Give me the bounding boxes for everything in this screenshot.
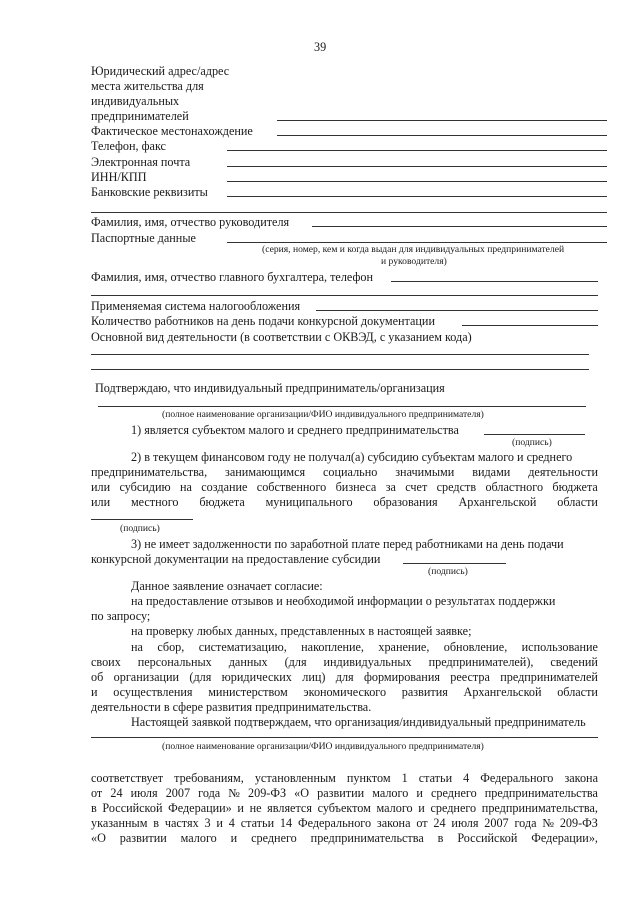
final-name-line[interactable] [91,737,598,738]
word: пунктом [346,771,391,785]
word: (для [284,655,307,669]
word: малого [372,786,409,800]
word: июля [451,816,479,830]
word: Архангельской [463,685,542,699]
word: лиц) [302,670,326,684]
actual-location-label: Фактическое местонахождение [91,124,253,138]
closing-line4 [91,816,598,830]
employees-line[interactable] [462,325,598,326]
word: Федерального [297,816,372,830]
word: указанным [91,816,148,830]
confirm-name-line[interactable] [98,406,586,407]
word: и [230,831,238,845]
word: предпринимательства [310,831,424,845]
item3-signature-line[interactable] [403,563,506,564]
word: занимающимся [225,465,306,479]
word: 209-ФЗ [559,816,598,830]
word: деятельности [528,465,598,479]
word: от [416,816,428,830]
word: данных [228,655,268,669]
accountant-line[interactable] [391,281,598,282]
word: видами [472,465,511,479]
word: предпринимательства [484,786,598,800]
word: для [335,670,354,684]
closing-line5 [91,831,598,845]
closing-line3 [91,801,598,815]
email-line[interactable] [227,166,607,167]
word: малого [376,801,413,815]
legal-address-line[interactable] [277,120,607,121]
phone-fax-label: Телефон, факс [91,139,166,153]
legal-address-label-line3: индивидуальных [91,94,180,108]
consent-line6 [91,670,598,684]
consent-line8: деятельности в сфере развития предпринимательства. [91,700,372,714]
word: юридических [221,670,292,684]
word: развитии [119,831,167,845]
word: в [437,831,444,845]
word: Федерации» [168,801,232,815]
word: 24 [433,816,446,830]
word: Российской [102,801,163,815]
word: формирования [363,670,440,684]
legal-address-label-line4: предпринимателей [91,109,189,123]
word: «О [91,831,106,845]
consent-line4 [131,640,598,654]
word: 209-ФЗ [248,786,287,800]
final-name-note: (полное наименование организации/ФИО индивидуального предпринимателя) [162,741,484,752]
word: на [131,640,143,654]
word: установленным [254,771,336,785]
word: № [228,786,240,800]
word: субсидию [119,480,171,494]
word: 2007 [165,786,191,800]
word: или [91,495,111,509]
word: июля [130,786,158,800]
word: соответствует [91,771,164,785]
accountant-label: Фамилия, имя, отчество главного бухгалтера, телефон [91,270,373,284]
word: осуществления [113,685,193,699]
accountant-line-2[interactable] [91,295,598,296]
item1-text: 1) является субъектом малого и среднего предпринимательства [131,423,459,437]
word: закона [564,771,598,785]
word: статьи [240,816,275,830]
word: или [91,480,111,494]
passport-note-1: (серия, номер, кем и когда выдан для индивидуальных предпринимателей [262,244,565,255]
word: 14 [279,816,293,830]
word: создание [201,480,248,494]
word: развития [401,685,448,699]
item3-line2: конкурсной документации на предоставление субсидии [91,552,381,566]
passport-line[interactable] [227,242,607,243]
word: своих [91,655,121,669]
item2-line1: 2) в текущем финансовом году не получал(а) субсидию субъектам малого и среднего [131,450,573,464]
word: предпринимательства, [91,465,208,479]
word: в [153,816,160,830]
okved-line-2[interactable] [91,369,589,370]
item3-signature-note: (подпись) [428,566,468,577]
consent-intro: Данное заявление означает согласие: [131,579,323,593]
word: муниципального [265,495,353,509]
word: малого [180,831,217,845]
bank-line[interactable] [227,196,607,197]
word: предпринимателей), [428,655,534,669]
email-label: Электронная почта [91,155,191,169]
word: сбор, [157,640,185,654]
tax-system-line[interactable] [316,310,598,311]
item2-line4 [91,495,598,509]
word: предпринимательства, [481,801,598,815]
word: систематизацию, [198,640,287,654]
word: обновление, [443,640,508,654]
word: 4 [228,816,235,830]
word: организации [113,670,180,684]
word: закона [376,816,411,830]
consent-line2: по запросу; [91,609,151,623]
word: 2007 [484,816,509,830]
word: требованиям, [174,771,244,785]
head-name-line[interactable] [312,226,607,227]
word: Федерального [480,771,554,785]
passport-label: Паспортные данные [91,231,196,245]
word: субъектом [317,801,371,815]
word: бизнеса [335,480,377,494]
word: и [416,786,423,800]
final-confirm: Настоящей заявкой подтверждаем, что организация/индивидуальный предприниматель [131,715,586,729]
item2-line2 [91,465,598,479]
phone-fax-line[interactable] [227,150,607,151]
word: местного [130,495,179,509]
confirm-intro: Подтверждаю, что индивидуальный предприниматель/организация [95,381,445,395]
word: Архангельской [458,495,537,509]
legal-address-label-line2: места жительства для [91,79,204,93]
word: года [198,786,221,800]
closing-line2 [91,786,598,800]
page-number: 39 [314,40,327,54]
word: реестра [450,670,490,684]
word: средств [436,480,477,494]
word: «О [294,786,310,800]
word: накопление, [301,640,364,654]
bank-label: Банковские реквизиты [91,185,208,199]
word: предпринимателей [500,670,598,684]
consent-line7 [91,685,598,699]
item2-signature-note: (подпись) [120,523,160,534]
legal-address-label-line1: Юридический адрес/адрес [91,64,230,78]
word: бюджета [199,495,245,509]
word: статьи [418,771,453,785]
word: в [91,801,97,815]
employees-label: Количество работников на день подачи конкурсной документации [91,314,435,328]
word: за [385,480,396,494]
word: сведений [550,655,598,669]
word: социально [323,465,378,479]
inn-kpp-line[interactable] [227,181,607,182]
word: является [267,801,312,815]
word: экономического [303,685,387,699]
word: использование [521,640,598,654]
tax-system-label: Применяемая система налогообложения [91,299,301,313]
word: не [249,801,262,815]
item2-line3 [91,480,598,494]
confirm-name-note: (полное наименование организации/ФИО индивидуального предпринимателя) [162,409,484,420]
word: об [91,670,104,684]
word: на [179,480,192,494]
word: и [91,685,98,699]
word: 24 [110,786,123,800]
okved-line-1[interactable] [91,354,589,355]
item1-signature-line[interactable] [484,434,585,435]
word: собственного [256,480,327,494]
head-name-label: Фамилия, имя, отчество руководителя [91,215,290,229]
word: 1 [401,771,408,785]
item3-line1: 3) не имеет задолженности по заработной плате перед работниками на день подачи [131,537,564,551]
word: хранение, [378,640,430,654]
word: Российской [457,831,518,845]
word: № [542,816,554,830]
word: среднего [430,801,477,815]
consent-line3: на проверку любых данных, представленных в настоящей заявке; [131,624,472,638]
word: счет [405,480,428,494]
word: 3 [204,816,211,830]
word: 4 [463,771,470,785]
consent-line5 [91,655,598,669]
bank-line-2[interactable] [91,212,607,213]
word: от [91,786,103,800]
word: области [557,495,598,509]
word: среднего [431,786,477,800]
word: и [216,816,223,830]
word: индивидуальных [323,655,412,669]
word: бюджета [552,480,598,494]
word: частях [164,816,199,830]
item1-signature-note: (подпись) [512,437,552,448]
word: и [237,801,244,815]
word: образования [373,495,438,509]
passport-note-2: и руководителя) [381,256,447,267]
word: (для [189,670,212,684]
actual-location-line[interactable] [277,135,607,136]
word: значимыми [395,465,455,479]
word: развитии [317,786,365,800]
word: области [557,685,598,699]
word: и [418,801,425,815]
closing-line1 [91,771,598,785]
okved-label: Основной вид деятельности (в соответствии с ОКВЭД, с указанием кода) [91,330,472,344]
word: Федерации», [531,831,598,845]
consent-line1: на предоставление отзывов и необходимой информации о результатах поддержки [131,594,556,608]
item2-signature-line[interactable] [91,519,193,520]
word: среднего [251,831,297,845]
word: года [514,816,537,830]
word: персональных [137,655,212,669]
word: министерством [208,685,288,699]
inn-kpp-label: ИНН/КПП [91,170,147,184]
word: областного [485,480,544,494]
